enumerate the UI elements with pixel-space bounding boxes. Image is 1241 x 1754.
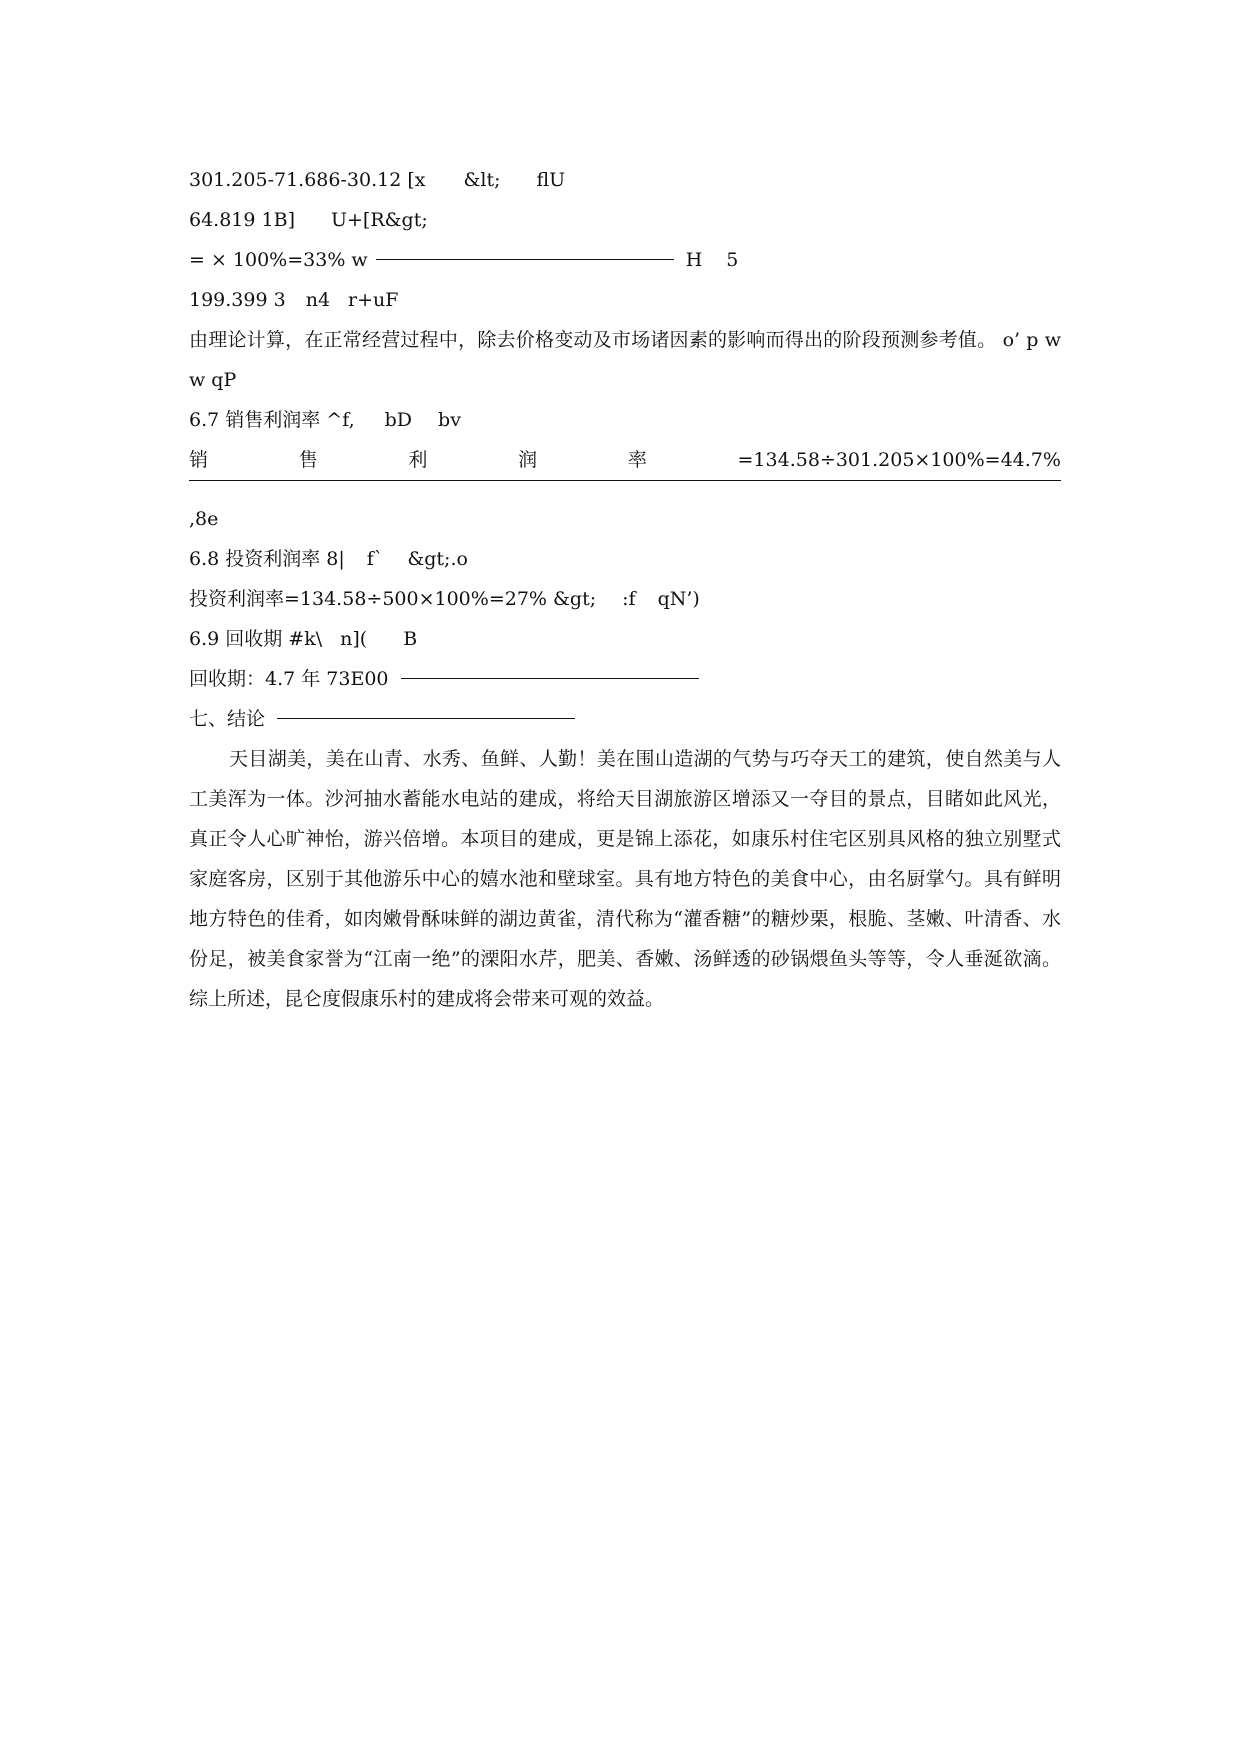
document-body [189,160,1061,1019]
full-width-rule [189,480,1061,481]
calc-text: U+[R&gt; [330,209,428,231]
calc-text: &gt;.o [407,548,468,570]
fill-rule [401,678,699,679]
calc-text: 199.399 3 [189,289,286,311]
section-heading: 6.7 销售利润率 ^f, [189,409,355,431]
calc-line-3 [189,240,1061,280]
calc-text: flU [536,169,566,191]
calc-text: 回收期：4.7 年 73E00 [189,668,389,690]
formula-char: 利 [408,449,428,471]
formula-char: 率 [627,449,647,471]
section-heading: 七、结论 [189,708,266,730]
section-heading: 6.9 回收期 #k\ [189,628,323,650]
calc-text: 5 [726,249,739,271]
formula-value: =134.58÷301.205×100%=44.7% [737,449,1061,471]
calc-text: &lt; [463,169,501,191]
calc-line-2 [189,200,1061,240]
section-heading: 6.8 投资利润率 8| [189,548,345,570]
calc-text: n4 [305,289,331,311]
sales-profit-formula [189,440,1061,480]
calc-text: = × 100%=33% w [189,249,368,271]
calc-line-1 [189,160,1061,200]
calc-text: bv [438,409,461,431]
fill-rule [376,259,674,260]
calc-text: H [685,249,703,271]
calc-line-4 [189,280,1061,320]
payback-line [189,659,1061,699]
fill-rule [277,718,575,719]
section-6-9-heading [189,619,1061,659]
calc-text: 64.819 1B] [189,209,295,231]
conclusion-heading-line [189,699,1061,739]
investment-profit-formula [189,579,1061,619]
calc-text: f` [366,548,384,570]
formula-char: 润 [518,449,538,471]
calc-text: bD [384,409,413,431]
calc-text: 301.205-71.686-30.12 [x [189,169,426,191]
calc-note: 由理论计算，在正常经营过程中，除去价格变动及市场诸因素的影响而得出的阶段预测参考值。 o’ p ww qP [189,329,1061,391]
calc-text: B [403,628,418,650]
calc-text: qN’) [657,588,700,610]
formula-char: 销 [189,449,209,471]
section-6-8-heading [189,539,1061,579]
conclusion-paragraph: 天目湖美，美在山青、水秀、鱼鲜、人勤！美在围山造湖的气势与巧夺天工的建筑，使自然美与人工美浑为一体。沙河抽水蓄能水电站的建成，将给天目湖旅游区增添又一夺目的景点，目睹如此风光，真正令人心旷神怡，游兴倍增。本项目的建成，更是锦上添花，如康乐村住宅区别具风格的独立别墅式家庭客房，区别于其他游乐中心的嬉水池和壁球室。具有地方特色的美食中心，由名厨掌勺。具有鲜明地方特色的佳肴，如肉嫩骨酥味鲜的湖边黄雀，清代称为“灌香糖”的糖炒栗，根脆、茎嫩、叶清香、水份足，被美食家誉为“江南一绝”的溧阳水芹，肥美、香嫩、汤鲜透的砂锅煨鱼头等等，令人垂涎欲滴。综上所述，昆仑度假康乐村的建成将会带来可观的效益。 [189,748,1061,1010]
calc-text: r+uF [348,289,399,311]
formula-char: 售 [298,449,318,471]
calc-line-8: ,8e [189,508,219,530]
calc-text: 投资利润率=134.58÷500×100%=27% &gt; [189,588,597,610]
calc-text: :f [622,588,636,610]
section-6-7-heading [189,400,1061,440]
calc-text: n]( [340,628,368,650]
